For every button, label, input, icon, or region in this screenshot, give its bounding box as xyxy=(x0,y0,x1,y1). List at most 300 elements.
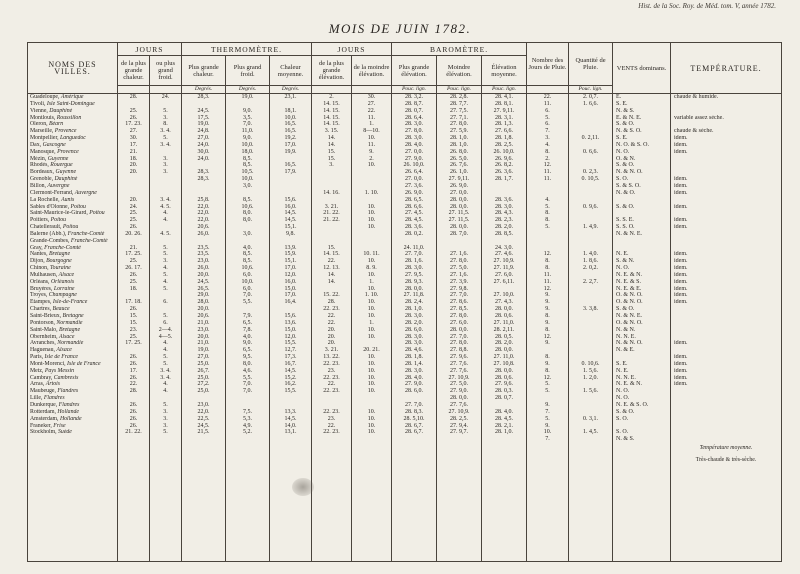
temperature-cell xyxy=(671,429,782,436)
moindre-elevation-cell: 27. 7,1. xyxy=(437,115,482,122)
jour-chaleur-cell: 20. xyxy=(118,197,150,204)
temperature-cell: idem. xyxy=(671,368,782,375)
moindre-elevation-cell: 27. 5,9. xyxy=(437,128,482,135)
chaleur-moyenne-cell: 16,0. xyxy=(270,279,312,286)
elevation-moyenne-cell: 28. 3,1. xyxy=(482,115,527,122)
province-name: Bourgogne xyxy=(46,258,72,265)
table-row xyxy=(28,210,782,217)
temperature-cell: idem. xyxy=(671,265,782,272)
quantite-pluie-cell xyxy=(569,340,613,347)
chaleur-moyenne-cell xyxy=(270,306,312,313)
elevation-moyenne-cell: 28. 4,3. xyxy=(482,210,527,217)
table-row xyxy=(28,251,782,258)
jour-plus-elevation-cell: 21. 22. xyxy=(312,210,352,217)
jour-chaleur-cell: 26. xyxy=(118,361,150,368)
elevation-moyenne-cell: 28. 8,1. xyxy=(482,101,527,108)
quantite-pluie-cell: 1. 8,6. xyxy=(569,258,613,265)
unit-degres: Degrés. xyxy=(226,86,270,94)
unit-pouces-lignes: Pouc. lign. xyxy=(482,86,527,94)
city-cell xyxy=(28,231,118,238)
province-name: Roussillon xyxy=(56,114,82,121)
plus-grand-froid-cell: 10,0. xyxy=(226,176,270,183)
plus-grand-froid-cell: 18,0. xyxy=(226,149,270,156)
temperature-cell: idem. xyxy=(671,142,782,149)
plus-grande-chaleur-cell: 23,5. xyxy=(182,245,226,252)
jour-froid-cell: 3. xyxy=(150,156,182,163)
plus-grande-elevation-cell: 28. 6,5. xyxy=(392,197,437,204)
jour-moindre-elevation-cell xyxy=(352,176,392,183)
moindre-elevation-cell: 27. 7,5. xyxy=(437,108,482,115)
header-barometre: BAROMÈTRE. xyxy=(392,43,527,56)
plus-grande-chaleur-cell: 26,0. xyxy=(182,231,226,238)
temperature-cell: idem. xyxy=(671,149,782,156)
jours-pluie-cell: 7. xyxy=(527,128,569,135)
plus-grande-chaleur-cell: 21,0. xyxy=(182,340,226,347)
plus-grand-froid-cell xyxy=(226,436,270,443)
jour-moindre-elevation-cell xyxy=(352,183,392,190)
jour-plus-elevation-cell: 13. 22. xyxy=(312,354,352,361)
plus-grand-froid-cell: 7,0. xyxy=(226,292,270,299)
plus-grand-froid-cell: 8,5. xyxy=(226,156,270,163)
moindre-elevation-cell: 27. 9,7. xyxy=(437,429,482,436)
temperature-cell: chaude & sèche. xyxy=(671,128,782,135)
quantite-pluie-cell xyxy=(569,334,613,341)
quantite-pluie-cell: 0. 2,11. xyxy=(569,135,613,142)
elevation-moyenne-cell xyxy=(482,402,527,409)
jour-plus-elevation-cell: 15. xyxy=(312,245,352,252)
jour-plus-elevation-cell: 14. 16. xyxy=(312,190,352,197)
elevation-moyenne-cell: 28. 8,5. xyxy=(482,231,527,238)
moindre-elevation-cell: 28. 1,0. xyxy=(437,142,482,149)
jour-froid-cell: 3. xyxy=(150,162,182,169)
province-name: Touraine xyxy=(49,265,71,272)
province-name: Isle de France xyxy=(44,354,78,361)
city-cell xyxy=(28,286,118,293)
jour-chaleur-cell xyxy=(118,395,150,402)
jour-froid-cell: 5. xyxy=(150,402,182,409)
plus-grande-elevation-cell: 27. 4,5. xyxy=(392,210,437,217)
city-name: Montpellier, xyxy=(30,135,59,142)
city-name: Guadeloupe, xyxy=(30,94,60,100)
quantite-pluie-cell xyxy=(569,142,613,149)
jour-chaleur-cell: 23. xyxy=(118,327,150,334)
province-name: Auvergne xyxy=(74,189,97,196)
elevation-moyenne-cell: 27. 11,0. xyxy=(482,320,527,327)
province-name: Alsace xyxy=(58,271,75,278)
jour-froid-cell: 5. xyxy=(150,286,182,293)
plus-grande-chaleur-cell: 30,0. xyxy=(182,149,226,156)
jour-moindre-elevation-cell: 10. xyxy=(352,409,392,416)
chaleur-moyenne-cell: 19,2. xyxy=(270,135,312,142)
jour-froid-cell: 4—5. xyxy=(150,334,182,341)
moindre-elevation-cell: 28. 1,0. xyxy=(437,135,482,142)
chaleur-moyenne-cell: 15,2. xyxy=(270,375,312,382)
province-name: Lorraine xyxy=(53,285,75,292)
jour-chaleur-cell: 20. xyxy=(118,162,150,169)
chaleur-moyenne-cell: 17,9. xyxy=(270,169,312,176)
elevation-moyenne-cell: 27. 9,11. xyxy=(482,108,527,115)
jour-plus-elevation-cell: 3. 21. xyxy=(312,347,352,354)
jour-froid-cell: 4. xyxy=(150,347,182,354)
quantite-pluie-cell xyxy=(569,409,613,416)
temperature-cell: variable assez sèche. xyxy=(671,115,782,122)
quantite-pluie-cell xyxy=(569,354,613,361)
city-name: Chinon, xyxy=(30,265,49,272)
plus-grande-chaleur-cell: 22,0. xyxy=(182,217,226,224)
plus-grande-elevation-cell: 28. 4,6. xyxy=(392,347,437,354)
elevation-moyenne-cell: 26. 10,0. xyxy=(482,149,527,156)
quantite-pluie-cell xyxy=(569,231,613,238)
jours-pluie-cell xyxy=(527,395,569,402)
jour-moindre-elevation-cell xyxy=(352,436,392,443)
moindre-elevation-cell: 28. 7,0. xyxy=(437,231,482,238)
temperature-cell xyxy=(671,395,782,402)
moindre-elevation-cell: 28. 2,5. xyxy=(437,416,482,423)
jour-chaleur-cell: 25. xyxy=(118,279,150,286)
province-name: Rouergue xyxy=(50,162,73,169)
plus-grande-elevation-cell: 28. 3,2. xyxy=(392,94,437,101)
moindre-elevation-cell: 28. 0,0. xyxy=(437,197,482,204)
plus-grande-chaleur-cell: 21,0. xyxy=(182,320,226,327)
plus-grande-chaleur-cell: 23,0. xyxy=(182,402,226,409)
unit-pouces-lignes: Pouc. lign. xyxy=(392,86,437,94)
province-name: Alsace xyxy=(56,347,72,354)
moindre-elevation-cell: 28. 0,0. xyxy=(437,204,482,211)
quantite-pluie-cell xyxy=(569,320,613,327)
plus-grand-froid-cell: 10,5. xyxy=(226,169,270,176)
temperature-cell xyxy=(671,156,782,163)
jour-moindre-elevation-cell: 27. xyxy=(352,101,392,108)
jour-moindre-elevation-cell: 10. xyxy=(352,272,392,279)
province-name: Gascogne xyxy=(42,141,66,148)
plus-grand-froid-cell: 10,6. xyxy=(226,204,270,211)
temperature-cell xyxy=(671,231,782,238)
plus-grand-froid-cell: 8,5. xyxy=(226,251,270,258)
plus-grande-elevation-cell xyxy=(392,436,437,443)
chaleur-moyenne-cell: 16,0. xyxy=(270,204,312,211)
plus-grande-chaleur-cell: 27,0. xyxy=(182,354,226,361)
jour-moindre-elevation-cell: 10. xyxy=(352,224,392,231)
table-row xyxy=(28,395,782,402)
plus-grande-elevation-cell: 28. 1,0. xyxy=(392,306,437,313)
jour-plus-elevation-cell: 20. xyxy=(312,327,352,334)
jours-pluie-cell: 8. xyxy=(527,217,569,224)
plus-grande-chaleur-cell: 19,0. xyxy=(182,347,226,354)
moindre-elevation-cell: 27. 11,5. xyxy=(437,210,482,217)
plus-grand-froid-cell: 8,5. xyxy=(226,162,270,169)
table-row xyxy=(28,108,782,115)
header-jour-moindre-elevation: de la moindre élévation. xyxy=(352,56,392,86)
city-cell xyxy=(28,279,118,286)
city-name: Mont-Morenci, xyxy=(30,360,66,367)
temperature-cell xyxy=(671,416,782,423)
jours-pluie-cell: 11. xyxy=(527,272,569,279)
jour-chaleur-cell: 22. xyxy=(118,381,150,388)
city-name: Stockholm, xyxy=(30,429,57,436)
quantite-pluie-cell xyxy=(569,245,613,252)
vents-cell: N. & S. xyxy=(613,436,671,443)
plus-grand-froid-cell: 6,5. xyxy=(226,320,270,327)
chaleur-moyenne-cell: 16,5. xyxy=(270,162,312,169)
jour-moindre-elevation-cell: 22. xyxy=(352,108,392,115)
header-noms: NOMS DES VILLES. xyxy=(28,43,118,94)
plus-grande-chaleur-cell: 24,0. xyxy=(182,156,226,163)
city-cell xyxy=(28,197,118,204)
vents-cell: S. & O. xyxy=(613,204,671,211)
chaleur-moyenne-cell: 17,0. xyxy=(270,292,312,299)
jour-froid-cell xyxy=(150,436,182,443)
city-name: Cambray, xyxy=(30,374,53,381)
plus-grand-froid-cell xyxy=(226,306,270,313)
table-row xyxy=(28,183,782,190)
city-name: Etampes, xyxy=(30,299,52,306)
jour-chaleur-cell: 18. xyxy=(118,286,150,293)
plus-grand-froid-cell: 9,0. xyxy=(226,135,270,142)
province-name: Provence xyxy=(54,128,77,135)
jours-pluie-cell: 22. xyxy=(527,94,569,101)
chaleur-moyenne-cell: 13,3. xyxy=(270,409,312,416)
jour-froid-cell: 8. xyxy=(150,121,182,128)
jour-plus-elevation-cell xyxy=(312,183,352,190)
jour-moindre-elevation-cell: 8. 9. xyxy=(352,265,392,272)
quantite-pluie-cell xyxy=(569,381,613,388)
vents-cell: O. & N. O. xyxy=(613,320,671,327)
province-name: Guyenne xyxy=(47,155,69,162)
jour-moindre-elevation-cell: 10. xyxy=(352,327,392,334)
quantite-pluie-cell xyxy=(569,402,613,409)
jour-froid-cell xyxy=(150,395,182,402)
jours-pluie-cell: 12. xyxy=(527,286,569,293)
vents-cell: S. S. E. xyxy=(613,217,671,224)
province-name: Hollande xyxy=(59,415,82,422)
plus-grande-chaleur-cell: 22,5. xyxy=(182,416,226,423)
header-quantite-pluie: Quantité de Pluie. xyxy=(569,43,613,86)
plus-grande-elevation-cell: 28. 4,0. xyxy=(392,142,437,149)
province-name: Normandie xyxy=(57,340,84,347)
temperature-cell xyxy=(671,162,782,169)
jour-chaleur-cell: 24. xyxy=(118,204,150,211)
vents-cell: S. O. xyxy=(613,416,671,423)
jour-chaleur-cell: 25. xyxy=(118,334,150,341)
city-cell xyxy=(28,340,118,347)
temperature-cell xyxy=(671,101,782,108)
jour-plus-elevation-cell: 14. xyxy=(312,135,352,142)
moindre-elevation-cell: 27. 3,9. xyxy=(437,279,482,286)
city-name: Chatellerault, xyxy=(30,224,62,231)
jour-chaleur-cell xyxy=(118,436,150,443)
plus-grande-chaleur-cell: 20,6. xyxy=(182,224,226,231)
elevation-moyenne-cell xyxy=(482,286,527,293)
jour-plus-elevation-cell: 14. xyxy=(312,272,352,279)
jours-pluie-cell: 5. xyxy=(527,381,569,388)
table-row xyxy=(28,388,782,395)
plus-grande-chaleur-cell: 25,0. xyxy=(182,388,226,395)
jours-pluie-cell: 11. xyxy=(527,101,569,108)
city-name: Nantes, xyxy=(30,251,48,258)
city-name: Obernheim, xyxy=(30,333,58,340)
jour-moindre-elevation-cell: 1. 10. xyxy=(352,292,392,299)
vents-cell: N. & N. xyxy=(613,327,671,334)
temperature-cell: idem. xyxy=(671,135,782,142)
jour-froid-cell: 4. xyxy=(150,265,182,272)
plus-grande-elevation-cell: 28. 8,3. xyxy=(392,409,437,416)
city-name: Pontorson, xyxy=(30,319,55,326)
table-row xyxy=(28,313,782,320)
jour-chaleur-cell: 26. xyxy=(118,402,150,409)
plus-grand-froid-cell: 10,0. xyxy=(226,279,270,286)
temperature-cell: idem. xyxy=(671,204,782,211)
header-jours-baro: JOURS xyxy=(312,43,392,56)
jour-plus-elevation-cell: 14. 15. xyxy=(312,101,352,108)
quantite-pluie-cell xyxy=(569,197,613,204)
city-name: Rhodès, xyxy=(30,162,49,169)
elevation-moyenne-cell: 28. 1,8. xyxy=(482,135,527,142)
jour-moindre-elevation-cell: 10. xyxy=(352,258,392,265)
city-cell xyxy=(28,299,118,306)
jour-moindre-elevation-cell: 10. xyxy=(352,429,392,436)
temperature-cell xyxy=(671,245,782,252)
plus-grand-froid-cell: 5,3. xyxy=(226,416,270,423)
province-name: Franche-Comté xyxy=(67,230,105,237)
table-row xyxy=(28,156,782,163)
plus-grande-chaleur-cell xyxy=(182,190,226,197)
plus-grande-elevation-cell: 28. 0,7. xyxy=(392,108,437,115)
temperature-cell: idem. xyxy=(671,340,782,347)
province-name: Normandie xyxy=(56,319,83,326)
plus-grande-elevation-cell: 28. 3,0. xyxy=(392,121,437,128)
jours-pluie-cell: 4. xyxy=(527,197,569,204)
header-moindre-elevation: Moindre élévation. xyxy=(437,56,482,86)
city-cell xyxy=(28,183,118,190)
jour-chaleur-cell xyxy=(118,292,150,299)
plus-grande-elevation-cell xyxy=(392,238,437,245)
quantite-pluie-cell xyxy=(569,162,613,169)
city-name: Montlouis, xyxy=(30,114,56,121)
plus-grand-froid-cell: 7,5. xyxy=(226,409,270,416)
plus-grand-froid-cell: 3,0. xyxy=(226,231,270,238)
city-name: Clermont-Ferrand, xyxy=(30,189,74,196)
temperature-cell: idem. xyxy=(671,286,782,293)
province-name: Aunis xyxy=(61,196,75,203)
elevation-moyenne-cell: 28. 2,0. xyxy=(482,224,527,231)
vents-cell: N. & E. xyxy=(613,347,671,354)
moindre-elevation-cell: 27. 9,4. xyxy=(437,423,482,430)
quantite-pluie-cell: 1. 4,0. xyxy=(569,251,613,258)
city-name: Mulhausen, xyxy=(30,271,58,278)
jours-pluie-cell: 12. xyxy=(527,334,569,341)
elevation-moyenne-cell: 28. 0,0. xyxy=(482,306,527,313)
city-cell xyxy=(28,416,118,423)
elevation-moyenne-cell: 28. 0,6. xyxy=(482,313,527,320)
jour-moindre-elevation-cell xyxy=(352,238,392,245)
elevation-moyenne-cell: 26. 3,6. xyxy=(482,169,527,176)
city-cell xyxy=(28,135,118,142)
moindre-elevation-cell: 27. 7,6. xyxy=(437,402,482,409)
city-name: Marseille, xyxy=(30,128,54,135)
plus-grande-chaleur-cell xyxy=(182,183,226,190)
city-name: Mézin, xyxy=(30,155,47,162)
jours-pluie-cell: 9. xyxy=(527,292,569,299)
plus-grande-chaleur-cell: 19,0. xyxy=(182,121,226,128)
jours-pluie-cell: 5. xyxy=(527,388,569,395)
city-cell xyxy=(28,251,118,258)
jour-plus-elevation-cell: 22. 23. xyxy=(312,429,352,436)
table-row xyxy=(28,149,782,156)
temperature-cell: idem. xyxy=(671,354,782,361)
vents-cell: N. E. & S. xyxy=(613,279,671,286)
city-cell xyxy=(28,306,118,313)
plus-grand-froid-cell: 7,9. xyxy=(226,313,270,320)
jours-pluie-cell: 2. xyxy=(527,156,569,163)
city-cell xyxy=(28,149,118,156)
jour-moindre-elevation-cell: 2. xyxy=(352,156,392,163)
city-name: Saint-Brieux, xyxy=(30,313,62,319)
jour-moindre-elevation-cell: 10. xyxy=(352,416,392,423)
jour-froid-cell: 4. xyxy=(150,381,182,388)
chaleur-moyenne-cell: 17,0. xyxy=(270,142,312,149)
chaleur-moyenne-cell: 13,9. xyxy=(270,245,312,252)
jour-moindre-elevation-cell xyxy=(352,402,392,409)
quantite-pluie-cell xyxy=(569,121,613,128)
plus-grand-froid-cell: 8,0. xyxy=(226,361,270,368)
jour-chaleur-cell xyxy=(118,176,150,183)
city-name: Billon, xyxy=(30,182,46,189)
jour-chaleur-cell: 20. xyxy=(118,169,150,176)
province-name: Alsace xyxy=(58,333,75,340)
city-cell xyxy=(28,169,118,176)
moindre-elevation-cell: 28. 0,0. xyxy=(437,327,482,334)
jour-moindre-elevation-cell: 10. xyxy=(352,210,392,217)
table-row xyxy=(28,299,782,306)
jour-moindre-elevation-cell: 10. xyxy=(352,306,392,313)
table-row xyxy=(28,115,782,122)
plus-grande-elevation-cell: 28. 3,0. xyxy=(392,368,437,375)
plus-grande-elevation-cell: 28. 1,4. xyxy=(392,361,437,368)
jour-moindre-elevation-cell: 1. 10. xyxy=(352,190,392,197)
city-name: Franeker, xyxy=(30,422,52,429)
jour-moindre-elevation-cell: 10. xyxy=(352,334,392,341)
plus-grande-elevation-cell: 28. 6,7. xyxy=(392,423,437,430)
chaleur-moyenne-cell: 16,5. xyxy=(270,128,312,135)
chaleur-moyenne-cell xyxy=(270,190,312,197)
jour-chaleur-cell: 21. 22. xyxy=(118,429,150,436)
unit-degres: Degrés. xyxy=(182,86,226,94)
temperature-cell xyxy=(671,388,782,395)
jour-plus-elevation-cell: 22. xyxy=(312,423,352,430)
plus-grande-chaleur-cell xyxy=(182,436,226,443)
city-cell xyxy=(28,334,118,341)
city-cell xyxy=(28,156,118,163)
plus-grand-froid-cell: 8,0. xyxy=(226,217,270,224)
quantite-pluie-cell: 1. 5,6. xyxy=(569,368,613,375)
header-plus-grande-chaleur: Plus grande chaleur. xyxy=(182,56,226,86)
plus-grande-chaleur-cell: 29,0. xyxy=(182,292,226,299)
moindre-elevation-cell xyxy=(437,238,482,245)
province-name: Poitou xyxy=(50,217,67,224)
quantite-pluie-cell xyxy=(569,436,613,443)
plus-grand-froid-cell: 7,0. xyxy=(226,388,270,395)
quantite-pluie-cell: 2. 0,2. xyxy=(569,265,613,272)
table-row xyxy=(28,231,782,238)
moindre-elevation-cell: 27. 8,0. xyxy=(437,121,482,128)
province-name: Bretagne xyxy=(62,313,84,319)
chaleur-moyenne-cell: 14,5. xyxy=(270,210,312,217)
city-name: Dunkerque, xyxy=(30,401,58,408)
jour-moindre-elevation-cell: 10. xyxy=(352,423,392,430)
header-plus-grande-elevation: Plus grande élévation. xyxy=(392,56,437,86)
province-name: Artois xyxy=(45,381,60,388)
temperature-cell: idem. xyxy=(671,272,782,279)
